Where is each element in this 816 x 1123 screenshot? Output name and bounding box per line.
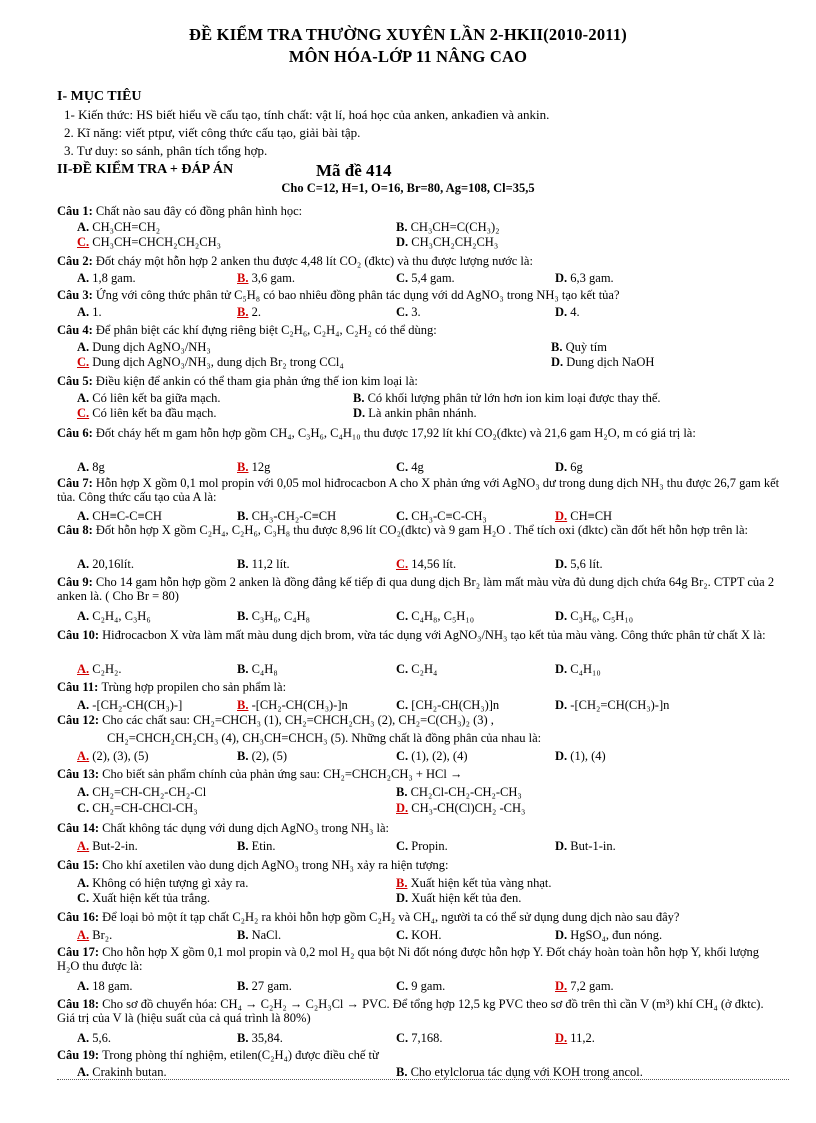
question-text: Chất không tác dụng với dung dịch AgNO₃ trong NH₃ là: <box>102 821 389 835</box>
answer-option[interactable] <box>396 785 522 800</box>
option-text: 35,84. <box>248 1031 283 1045</box>
option-key: B. <box>237 979 249 993</box>
answer-option[interactable] <box>237 305 261 320</box>
option-text: HgSO₄, đun nóng. <box>567 928 663 942</box>
option-text: 7,168. <box>408 1031 443 1045</box>
question-text: Hỗn hợp X gồm 0,1 mol propin với 0,05 mol hiđrocacbon A cho X phản ứng với AgNO₃ dư trong dung dịch NH₃ thu được 26,7 gam kết tủa. Công thức cấu tạo của A là: <box>57 476 780 504</box>
answer-option[interactable] <box>555 1031 595 1046</box>
option-text: Có liên kết ba đầu mạch. <box>89 406 217 420</box>
option-key: D. <box>555 662 568 676</box>
answer-option[interactable] <box>555 749 606 764</box>
option-text: CH₃-CH₂-C≡CH <box>248 509 337 523</box>
answer-option[interactable] <box>77 891 210 906</box>
option-key: B. <box>237 1031 249 1045</box>
exam-title: ĐỀ KIỂM TRA THƯỜNG XUYÊN LẦN 2-HKII(2010-2011) <box>189 25 627 44</box>
option-key: A. <box>77 271 90 285</box>
answer-option[interactable] <box>77 1031 111 1046</box>
answer-option[interactable] <box>77 979 133 994</box>
option-text: Cho etylclorua tác dụng với KOH trong ancol. <box>407 1065 643 1079</box>
option-text: Dung dịch AgNO₃/NH₃, dung dịch Br₂ trong CCl₄ <box>89 355 344 369</box>
option-text: Etin. <box>248 839 276 853</box>
option-text: 11,2 lít. <box>248 557 290 571</box>
answer-option[interactable] <box>237 928 281 943</box>
question-15 <box>57 858 783 872</box>
option-text: (1), (2), (4) <box>408 749 468 763</box>
answer-option[interactable] <box>237 460 270 475</box>
answer-option[interactable] <box>396 839 448 854</box>
option-text: C₂H₄, C₃H₆ <box>89 609 151 623</box>
question-2 <box>57 254 783 268</box>
answer-option[interactable] <box>396 460 424 475</box>
option-key: A. <box>77 220 90 234</box>
question-text: Để loại bỏ một ít tạp chất C₂H₂ ra khỏi hỗn hợp gồm C₂H₂ và CH₄, người ta có thể sử dụng dung dịch nào sau đây? <box>102 910 680 924</box>
option-text: 27 gam. <box>248 979 292 993</box>
option-key: D. <box>555 839 568 853</box>
option-key: B. <box>237 609 249 623</box>
exam-subtitle: MÔN HÓA-LỚP 11 NÂNG CAO <box>288 47 528 66</box>
option-text: 2. <box>248 305 261 319</box>
answer-option[interactable] <box>396 220 499 235</box>
option-key: D. <box>555 749 568 763</box>
answer-option[interactable] <box>77 406 217 421</box>
answer-option[interactable] <box>77 391 221 406</box>
exam-code: Mã đề 414 <box>316 161 392 180</box>
option-key: D. <box>353 406 366 420</box>
question-16 <box>57 910 783 924</box>
option-key: A. <box>77 305 90 319</box>
answer-option[interactable] <box>77 839 138 854</box>
option-text: But-2-in. <box>89 839 138 853</box>
option-key: C. <box>396 460 409 474</box>
option-text: 3,6 gam. <box>248 271 295 285</box>
question-text: Cho khí axetilen vào dung dịch AgNO₃ trong NH₃ xảy ra hiện tượng: <box>102 858 449 872</box>
option-key: D. <box>555 460 568 474</box>
option-key: C. <box>396 839 409 853</box>
option-key: D. <box>555 698 568 712</box>
question-text: Đốt hỗn hợp X gồm C₂H₄, C₂H₆, C₃H₈ thu được 8,96 lít CO₂(đktc) và 9 gam H₂O . Thể tích oxi (đktc) cần đốt hết hỗn hợp trên là: <box>95 523 749 537</box>
answer-option[interactable] <box>237 698 348 713</box>
option-text: Không có hiện tượng gì xảy ra. <box>89 876 249 890</box>
option-text: 11,2. <box>567 1031 595 1045</box>
answer-option[interactable] <box>353 406 477 421</box>
question-text: Chất nào sau đây có đồng phân hình học: <box>95 204 303 218</box>
answer-option[interactable] <box>77 460 105 475</box>
answer-option[interactable] <box>551 340 607 355</box>
question-14 <box>57 821 783 835</box>
option-key: C. <box>77 355 90 369</box>
option-key: B. <box>353 391 365 405</box>
answer-option[interactable] <box>237 557 290 572</box>
question-1 <box>57 204 783 218</box>
option-text: 6g <box>567 460 583 474</box>
answer-option[interactable] <box>396 979 445 994</box>
option-text: CH₃CH₂CH₂CH₃ <box>408 235 499 249</box>
question-label: Câu 13: <box>57 767 103 781</box>
option-key: A. <box>77 509 90 523</box>
section-objectives-heading: I- MỤC TIÊU <box>57 89 142 104</box>
option-text: C₄H₈ <box>248 662 278 676</box>
answer-option[interactable] <box>237 662 278 677</box>
atomic-masses: Cho C=12, H=1, O=16, Br=80, Ag=108, Cl=35,5 <box>281 181 535 195</box>
option-key: C. <box>396 662 409 676</box>
answer-option[interactable] <box>77 220 160 235</box>
option-text: 9 gam. <box>408 979 446 993</box>
question-19 <box>57 1048 783 1062</box>
option-text: Có liên kết ba giữa mạch. <box>89 391 221 405</box>
option-key: A. <box>77 391 90 405</box>
option-text: (1), (4) <box>567 749 606 763</box>
question-label: Câu 8: <box>57 523 96 537</box>
answer-option[interactable] <box>77 749 149 764</box>
option-text: -[CH₂-CH(CH₃)-]n <box>248 698 348 712</box>
option-key: C. <box>77 801 90 815</box>
option-key: C. <box>396 557 409 571</box>
option-text: 14,56 lít. <box>408 557 457 571</box>
question-17 <box>57 945 783 973</box>
option-key: B. <box>237 305 249 319</box>
option-key: B. <box>396 220 408 234</box>
answer-option[interactable] <box>555 460 583 475</box>
answer-option[interactable] <box>555 698 669 713</box>
answer-option[interactable] <box>237 609 310 624</box>
question-text: Cho biết sản phẩm chính của phản ứng sau: CH₂=CHCH₂CH₃ + HCl → <box>102 767 463 781</box>
objective-line: 1- Kiến thức: HS biết hiểu về cấu tạo, tính chất: vật lí, hoá học của anken, ankađien và ankin. <box>64 107 550 122</box>
answer-option[interactable] <box>555 662 601 677</box>
answer-option[interactable] <box>555 839 616 854</box>
question-9 <box>57 575 783 603</box>
question-label: Câu 11: <box>57 680 102 694</box>
option-text: (2), (5) <box>248 749 287 763</box>
answer-option[interactable] <box>555 609 633 624</box>
option-text: C₄H₈, C₅H₁₀ <box>408 609 475 623</box>
option-key: D. <box>555 928 568 942</box>
question-label: Câu 3: <box>57 288 96 302</box>
option-key: B. <box>237 839 249 853</box>
answer-option[interactable] <box>77 1065 167 1080</box>
option-key: B. <box>237 662 249 676</box>
answer-option[interactable] <box>396 235 498 250</box>
option-text: Xuất hiện kết tủa đen. <box>408 891 522 905</box>
option-key: C. <box>77 235 90 249</box>
option-key: A. <box>77 979 90 993</box>
answer-option[interactable] <box>555 928 662 943</box>
option-text: 7,2 gam. <box>567 979 614 993</box>
option-key: A. <box>77 698 90 712</box>
option-key: C. <box>396 509 409 523</box>
option-text: 6,3 gam. <box>567 271 614 285</box>
option-text: Propin. <box>408 839 448 853</box>
question-label: Câu 10: <box>57 628 103 642</box>
question-7 <box>57 476 783 504</box>
question-5 <box>57 374 783 388</box>
option-text: NaCl. <box>248 928 282 942</box>
option-text: 3. <box>408 305 421 319</box>
objective-line: 3. Tư duy: so sánh, phân tích tổng hợp. <box>64 143 268 158</box>
option-key: C. <box>396 1031 409 1045</box>
option-key: B. <box>396 876 408 890</box>
answer-option[interactable] <box>77 662 122 677</box>
question-12 <box>57 713 783 727</box>
option-key: D. <box>555 1031 568 1045</box>
option-text: -[CH₂=CH(CH₃)-]n <box>567 698 670 712</box>
option-text: KOH. <box>408 928 442 942</box>
option-key: A. <box>77 460 90 474</box>
option-text: CH₂=CH-CH₂-CH₂-Cl <box>89 785 207 799</box>
question-text: Trùng hợp propilen cho sản phẩm là: <box>101 680 287 694</box>
option-key: A. <box>77 1065 90 1079</box>
question-label: Câu 1: <box>57 204 96 218</box>
question-8 <box>57 523 783 537</box>
answer-option[interactable] <box>77 928 112 943</box>
option-text: 12g <box>248 460 271 474</box>
option-key: A. <box>77 1031 90 1045</box>
answer-option[interactable] <box>353 391 661 406</box>
answer-option[interactable] <box>396 305 421 320</box>
option-text: (2), (3), (5) <box>89 749 149 763</box>
answer-option[interactable] <box>77 785 206 800</box>
question-text: Điều kiện để ankin có thể tham gia phản ứng thế ion kim loại là: <box>95 374 418 388</box>
option-key: D. <box>555 271 568 285</box>
option-key: C. <box>396 749 409 763</box>
option-key: C. <box>396 928 409 942</box>
option-key: B. <box>396 785 408 799</box>
option-key: A. <box>77 876 90 890</box>
answer-option[interactable] <box>396 509 487 524</box>
question-label: Câu 18: <box>57 997 103 1011</box>
option-text: CH₂=CH-CHCl-CH₃ <box>89 801 198 815</box>
answer-option[interactable] <box>396 662 437 677</box>
option-text: Dung dịch AgNO₃/NH₃ <box>89 340 211 354</box>
option-text: Dung dịch NaOH <box>563 355 655 369</box>
answer-option[interactable] <box>555 271 614 286</box>
answer-option[interactable] <box>237 271 295 286</box>
answer-option[interactable] <box>396 271 455 286</box>
option-key: C. <box>396 698 409 712</box>
answer-option[interactable] <box>555 509 612 524</box>
option-text: 18 gam. <box>89 979 133 993</box>
option-key: B. <box>237 749 249 763</box>
option-key: D. <box>555 509 568 523</box>
option-text: 5,6. <box>89 1031 112 1045</box>
answer-option[interactable] <box>77 801 198 816</box>
question-label: Câu 5: <box>57 374 96 388</box>
option-text: C₂H₂. <box>89 662 122 676</box>
answer-option[interactable] <box>555 557 603 572</box>
option-key: B. <box>237 698 249 712</box>
answer-option[interactable] <box>77 235 221 250</box>
question-text: Đốt cháy hết m gam hỗn hợp gồm CH₄, C₃H₆, C₄H₁₀ thu được 17,92 lít khí CO₂(đktc) và 21,6 gam H₂O, m có giá trị là: <box>95 426 696 440</box>
option-text: C₃H₆, C₅H₁₀ <box>567 609 634 623</box>
option-text: CH≡CH <box>567 509 613 523</box>
question-label: Câu 16: <box>57 910 103 924</box>
answer-option[interactable] <box>396 1031 443 1046</box>
question-4 <box>57 323 783 337</box>
question-label: Câu 4: <box>57 323 96 337</box>
option-key: A. <box>77 785 90 799</box>
answer-option[interactable] <box>77 698 182 713</box>
option-key: C. <box>396 271 409 285</box>
question-label: Câu 6: <box>57 426 96 440</box>
option-text: C₄H₁₀ <box>567 662 601 676</box>
answer-option[interactable] <box>396 891 521 906</box>
answer-option[interactable] <box>555 305 580 320</box>
question-text: Cho các chất sau: CH₂=CHCH₃ (1), CH₂=CHCH₂CH₃ (2), CH₂=C(CH₃)₂ (3) , <box>102 713 494 727</box>
option-key: A. <box>77 609 90 623</box>
question-label: Câu 19: <box>57 1048 103 1062</box>
option-text: CH₃-CH(Cl)CH₂ -CH₃ <box>408 801 526 815</box>
question-text: Cho hỗn hợp X gồm 0,1 mol propin và 0,2 mol H₂ qua bột Ni đốt nóng được hỗn hợp Y. Đốt cháy hoàn toàn hỗn hợp Y, khối lượng H₂O thu được là: <box>57 945 759 973</box>
question-10 <box>57 628 783 642</box>
answer-option[interactable] <box>237 839 276 854</box>
option-text: Có khối lượng phân tử lớn hơn ion kim loại được thay thế. <box>364 391 661 405</box>
option-text: Xuất hiện kết tủa vàng nhạt. <box>407 876 552 890</box>
option-text: 4. <box>567 305 580 319</box>
option-key: D. <box>555 305 568 319</box>
question-label: Câu 14: <box>57 821 103 835</box>
option-key: B. <box>551 340 563 354</box>
footer-divider <box>57 1079 789 1080</box>
option-text: Quỳ tím <box>562 340 607 354</box>
question-text-continued: CH₂=CHCH₂CH₂CH₃ (4), CH₃CH=CHCH₃ (5). Những chất là đồng phân của nhau là: <box>107 731 542 745</box>
option-text: CH₃CH=C(CH₃)₂ <box>407 220 500 234</box>
question-label: Câu 9: <box>57 575 96 589</box>
option-text: Crakinh butan. <box>89 1065 167 1079</box>
answer-option[interactable] <box>77 355 344 370</box>
option-text: C₃H₆, C₄H₈ <box>248 609 311 623</box>
answer-option[interactable] <box>77 609 151 624</box>
option-text: C₂H₄ <box>408 662 438 676</box>
answer-option[interactable] <box>77 340 211 355</box>
answer-option[interactable] <box>396 557 456 572</box>
question-text: Cho sơ đồ chuyển hóa: CH₄ → C₂H₂ → C₂H₃Cl → PVC. Để tổng hợp 12,5 kg PVC theo sơ đồ trên thì cần V (m³) khí CH₄ (ở đktc). Giá trị của V là (hiệu suất của cả quá trình là 80%) <box>57 997 764 1025</box>
option-key: C. <box>396 305 409 319</box>
answer-option[interactable] <box>551 355 654 370</box>
answer-option[interactable] <box>396 749 468 764</box>
option-text: CH₃CH=CH₂ <box>89 220 161 234</box>
answer-option[interactable] <box>237 509 336 524</box>
option-text: Br₂. <box>89 928 113 942</box>
answer-option[interactable] <box>77 509 162 524</box>
answer-option[interactable] <box>396 801 525 816</box>
option-text: Xuất hiện kết tủa trắng. <box>89 891 210 905</box>
option-key: C. <box>396 609 409 623</box>
option-text: CH₂Cl-CH₂-CH₂-CH₃ <box>407 785 522 799</box>
option-key: B. <box>237 557 249 571</box>
option-key: D. <box>396 801 409 815</box>
answer-option[interactable] <box>396 876 552 891</box>
option-text: 5,6 lít. <box>567 557 603 571</box>
question-text: Đốt cháy một hỗn hợp 2 anken thu được 4,48 lít CO₂ (đktc) và thu được lượng nước là: <box>95 254 533 268</box>
option-text: Là ankin phân nhánh. <box>365 406 477 420</box>
option-key: B. <box>396 1065 408 1079</box>
question-text: Ứng với công thức phân tử C₅H₈ có bao nhiêu đồng phân tác dụng với dd AgNO₃ trong NH₃ tạo kết tủa? <box>95 288 620 302</box>
question-3 <box>57 288 783 302</box>
answer-option[interactable] <box>396 698 499 713</box>
answer-option[interactable] <box>396 609 474 624</box>
answer-option[interactable] <box>555 979 614 994</box>
answer-option[interactable] <box>237 1031 283 1046</box>
option-text: CH₃CH=CHCH₂CH₂CH₃ <box>89 235 221 249</box>
answer-option[interactable] <box>396 928 442 943</box>
question-13 <box>57 767 783 781</box>
option-key: A. <box>77 749 90 763</box>
option-text: CH₃-C≡C-CH₃ <box>408 509 487 523</box>
option-text: 5,4 gam. <box>408 271 455 285</box>
answer-option[interactable] <box>237 749 287 764</box>
option-key: B. <box>237 271 249 285</box>
question-6 <box>57 426 783 440</box>
option-key: C. <box>77 891 90 905</box>
question-label: Câu 12: <box>57 713 103 727</box>
option-key: D. <box>396 235 409 249</box>
option-key: A. <box>77 662 90 676</box>
question-text: Hiđrocacbon X vừa làm mất màu dung dịch brom, vừa tác dụng với AgNO₃/NH₃ tạo kết tủa màu vàng. Công thức phân tử chất X là: <box>102 628 766 642</box>
answer-option[interactable] <box>77 271 136 286</box>
option-text: 8g <box>89 460 105 474</box>
option-key: A. <box>77 340 90 354</box>
question-text: Để phân biệt các khí đựng riêng biệt C₂H₆, C₂H₄, C₂H₂ có thể dùng: <box>95 323 437 337</box>
question-label: Câu 2: <box>57 254 96 268</box>
question-text: Trong phòng thí nghiệm, etilen(C₂H₄) được điều chế từ <box>102 1048 379 1062</box>
objective-line: 2. Kĩ năng: viết ptpư, viết công thức cấu tạo, giải bài tập. <box>64 125 361 140</box>
option-key: D. <box>396 891 409 905</box>
question-18 <box>57 997 783 1025</box>
question-label: Câu 7: <box>57 476 96 490</box>
option-key: D. <box>555 557 568 571</box>
answer-option[interactable] <box>396 1065 643 1080</box>
option-key: A. <box>77 839 90 853</box>
option-key: B. <box>237 509 249 523</box>
option-text: [CH₂-CH(CH₃)]n <box>408 698 500 712</box>
option-text: 1. <box>89 305 102 319</box>
section-exam-heading: II-ĐỀ KIỂM TRA + ĐÁP ÁN <box>57 162 234 177</box>
question-label: Câu 17: <box>57 945 103 959</box>
option-key: C. <box>396 979 409 993</box>
option-text: But-1-in. <box>567 839 616 853</box>
question-label: Câu 15: <box>57 858 103 872</box>
option-text: 20,16lít. <box>89 557 134 571</box>
option-text: -[CH₂-CH(CH₃)-] <box>89 698 183 712</box>
option-key: D. <box>555 979 568 993</box>
answer-option[interactable] <box>77 557 134 572</box>
answer-option[interactable] <box>237 979 292 994</box>
answer-option[interactable] <box>77 876 248 891</box>
option-key: C. <box>77 406 90 420</box>
option-key: A. <box>77 557 90 571</box>
option-text: 1,8 gam. <box>89 271 136 285</box>
option-key: A. <box>77 928 90 942</box>
question-text: Cho 14 gam hỗn hợp gồm 2 anken là đồng đẳng kế tiếp đi qua dung dịch Br₂ làm mất màu vừa đủ dung dịch chứa 64g Br₂. CTPT của 2 anken là. ( Cho Br = 80) <box>57 575 775 603</box>
option-text: 4g <box>408 460 424 474</box>
question-11 <box>57 680 783 694</box>
option-key: B. <box>237 928 249 942</box>
option-text: CH≡C-C≡CH <box>89 509 162 523</box>
option-key: D. <box>551 355 564 369</box>
answer-option[interactable] <box>77 305 102 320</box>
option-key: B. <box>237 460 249 474</box>
option-key: D. <box>555 609 568 623</box>
